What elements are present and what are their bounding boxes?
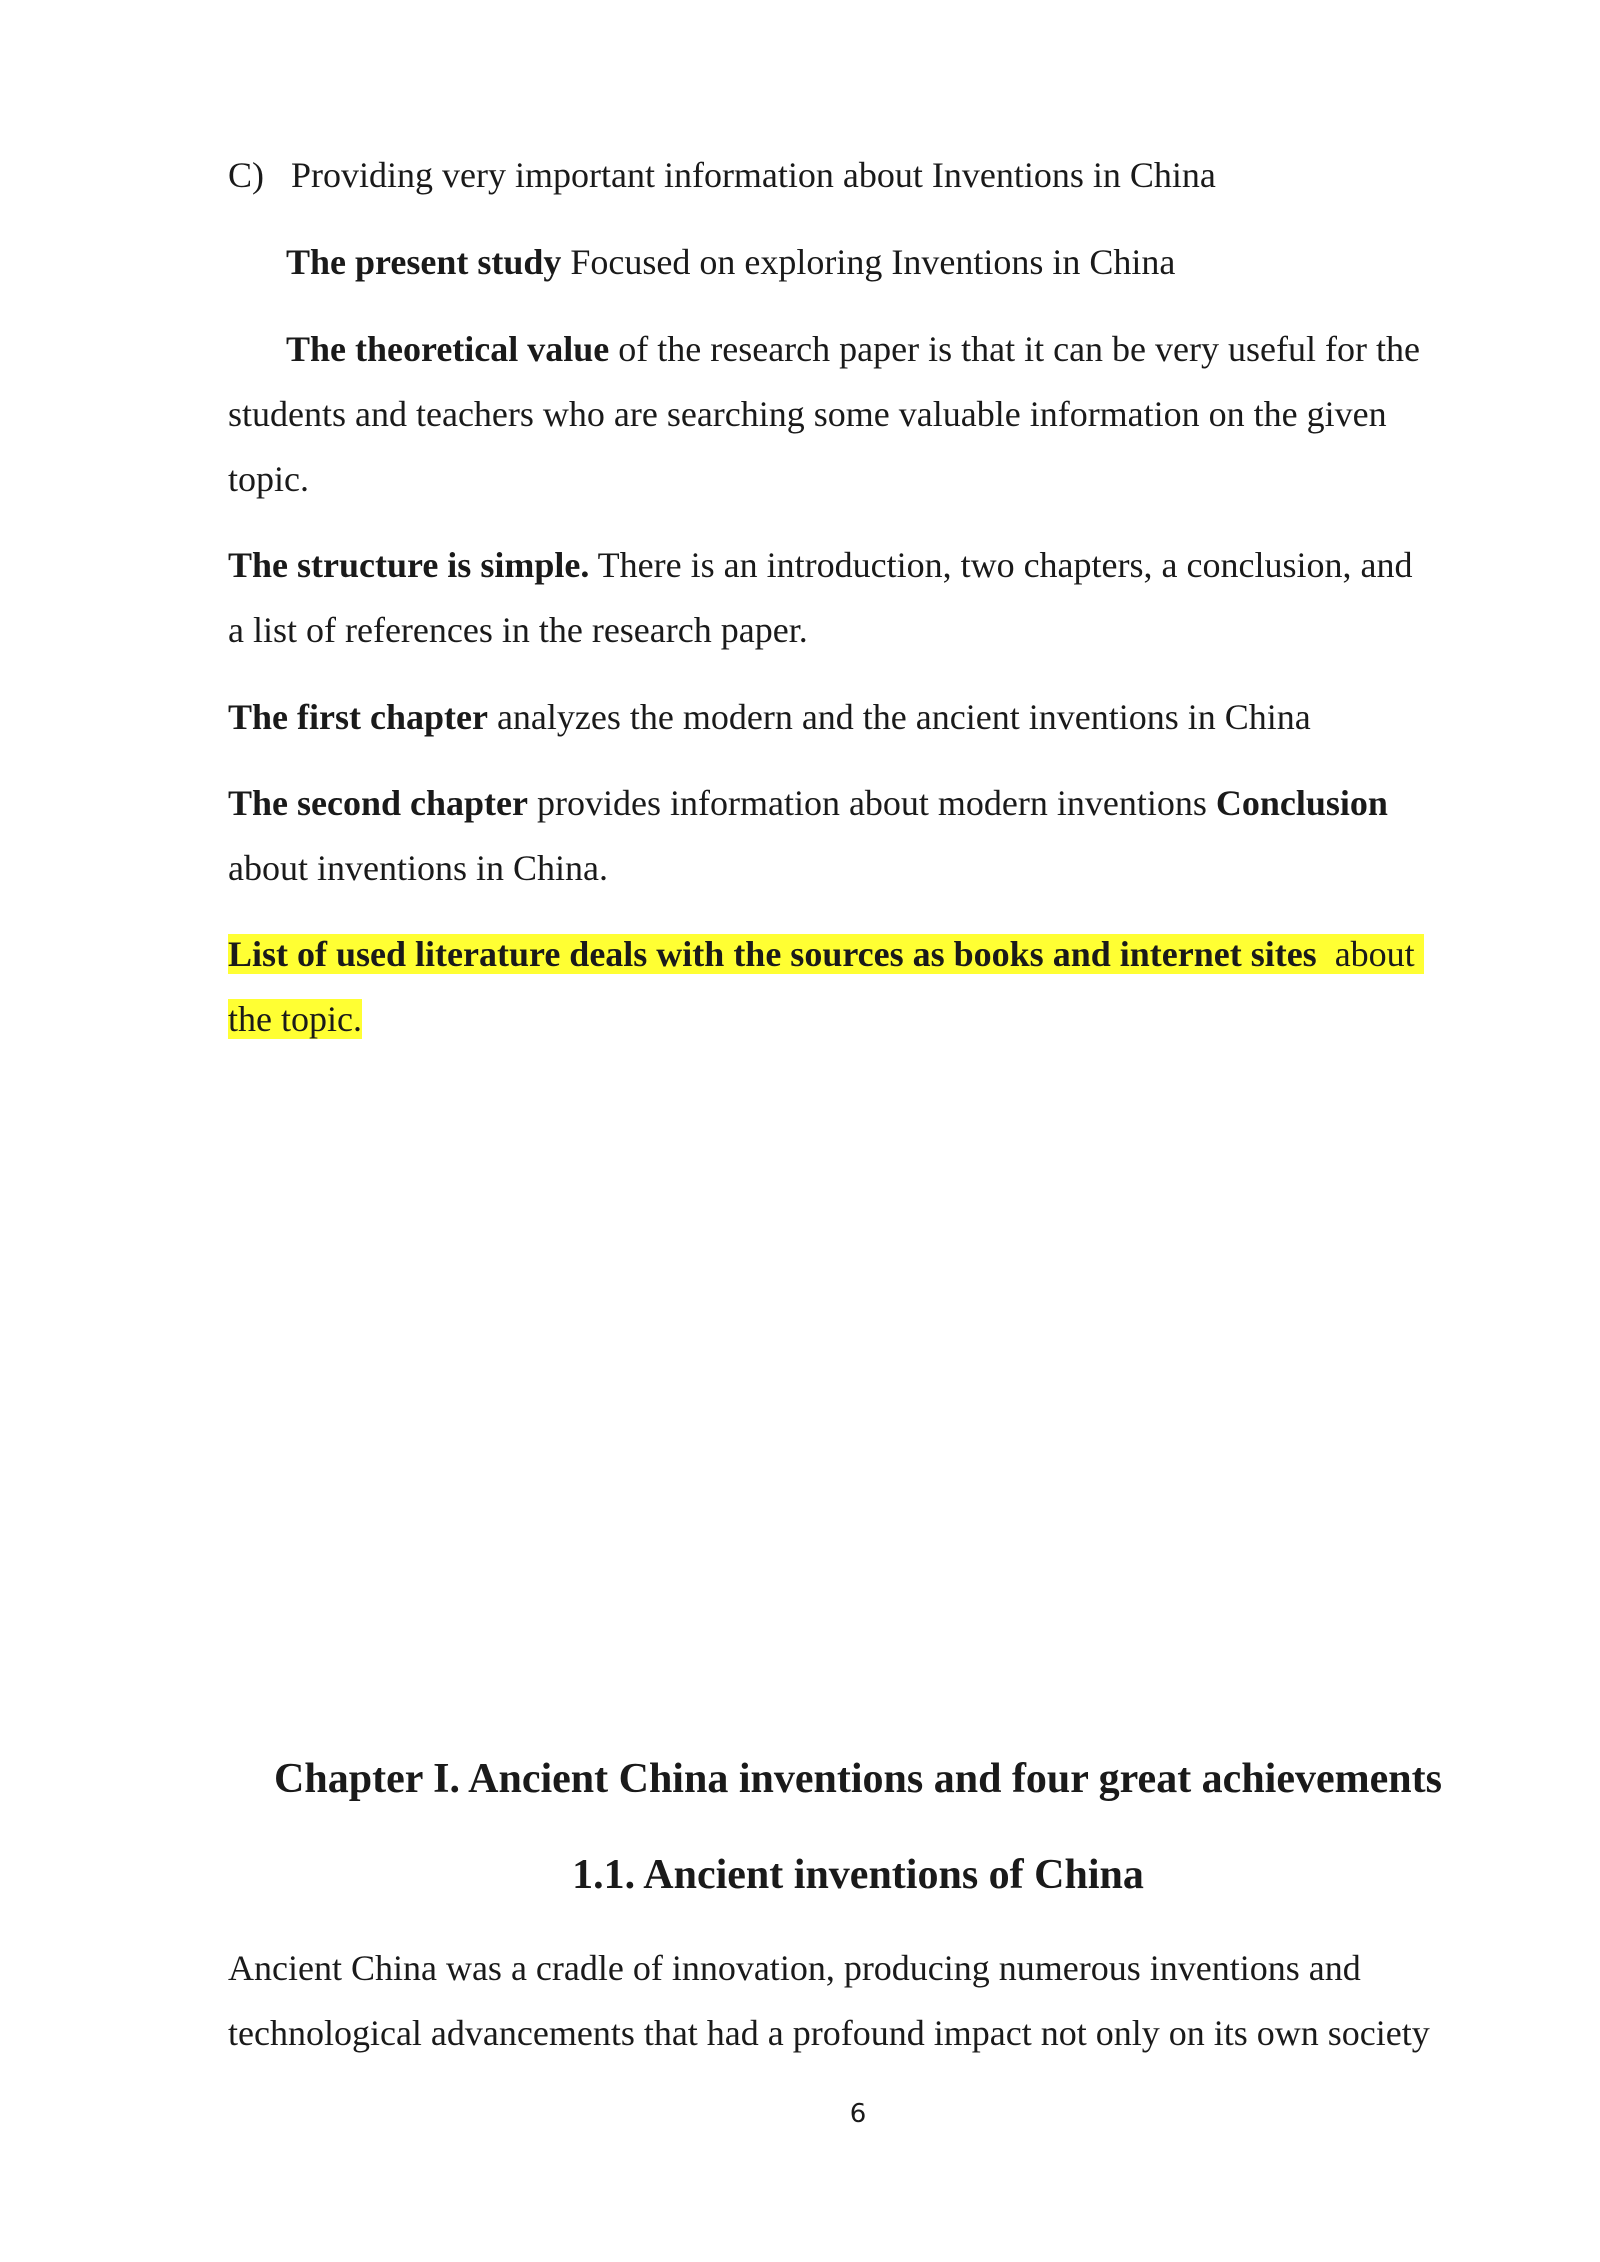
present-study-text: Focused on exploring Inventions in China	[561, 242, 1176, 282]
second-chapter-text-2: about inventions in China.	[228, 848, 608, 888]
structure-text-1: There is an introduction, two chapters, a conclusion, and	[589, 545, 1413, 585]
second-chapter-text: provides information about modern inventions	[528, 783, 1216, 823]
literature-text-2: the topic.	[228, 999, 362, 1039]
body-line-2	[228, 2011, 1430, 2055]
theoretical-value-text-3: topic.	[228, 459, 309, 499]
body-line-1	[228, 1946, 1361, 1990]
theoretical-value-text-2: students and teachers who are searching some valuable information on the given	[228, 394, 1387, 434]
theoretical-value-line-3	[228, 457, 309, 501]
structure-line-2	[228, 608, 808, 652]
literature-line-2	[228, 997, 362, 1041]
conclusion-lead: Conclusion	[1215, 783, 1388, 823]
first-chapter-paragraph	[228, 695, 1311, 739]
second-chapter-lead: The second chapter	[228, 783, 528, 823]
literature-line-1	[228, 932, 1424, 976]
second-chapter-line-1	[228, 781, 1388, 825]
second-chapter-line-2	[228, 846, 608, 890]
structure-lead: The structure is simple.	[228, 545, 590, 585]
highlighted-text	[228, 934, 1424, 974]
theoretical-value-lead: The theoretical value	[286, 329, 610, 369]
literature-text-1: about	[1316, 934, 1424, 974]
present-study-lead: The present study	[286, 242, 562, 282]
structure-text-2: a list of references in the research paper.	[228, 610, 808, 650]
list-marker: C)	[228, 155, 264, 195]
first-chapter-lead: The first chapter	[228, 697, 488, 737]
literature-lead: List of used literature deals with the sources as books and internet sites	[228, 934, 1317, 974]
present-study-paragraph	[286, 240, 1175, 284]
body-text-1: Ancient China was a cradle of innovation, producing numerous inventions and	[228, 1948, 1361, 1988]
theoretical-value-line-1	[286, 327, 1420, 371]
page-number: 6	[849, 2099, 867, 2129]
structure-line-1	[228, 543, 1412, 587]
list-item-c	[228, 153, 1216, 197]
chapter-title: Chapter I. Ancient China inventions and four great achievements	[274, 1756, 1442, 1802]
theoretical-value-text-1: of the research paper is that it can be very useful for the	[609, 329, 1420, 369]
first-chapter-text: analyzes the modern and the ancient inventions in China	[487, 697, 1311, 737]
body-text-2: technological advancements that had a profound impact not only on its own society	[228, 2013, 1430, 2053]
list-item-text: Providing very important information about Inventions in China	[291, 155, 1216, 195]
section-title: 1.1. Ancient inventions of China	[572, 1852, 1144, 1898]
theoretical-value-line-2	[228, 392, 1387, 436]
